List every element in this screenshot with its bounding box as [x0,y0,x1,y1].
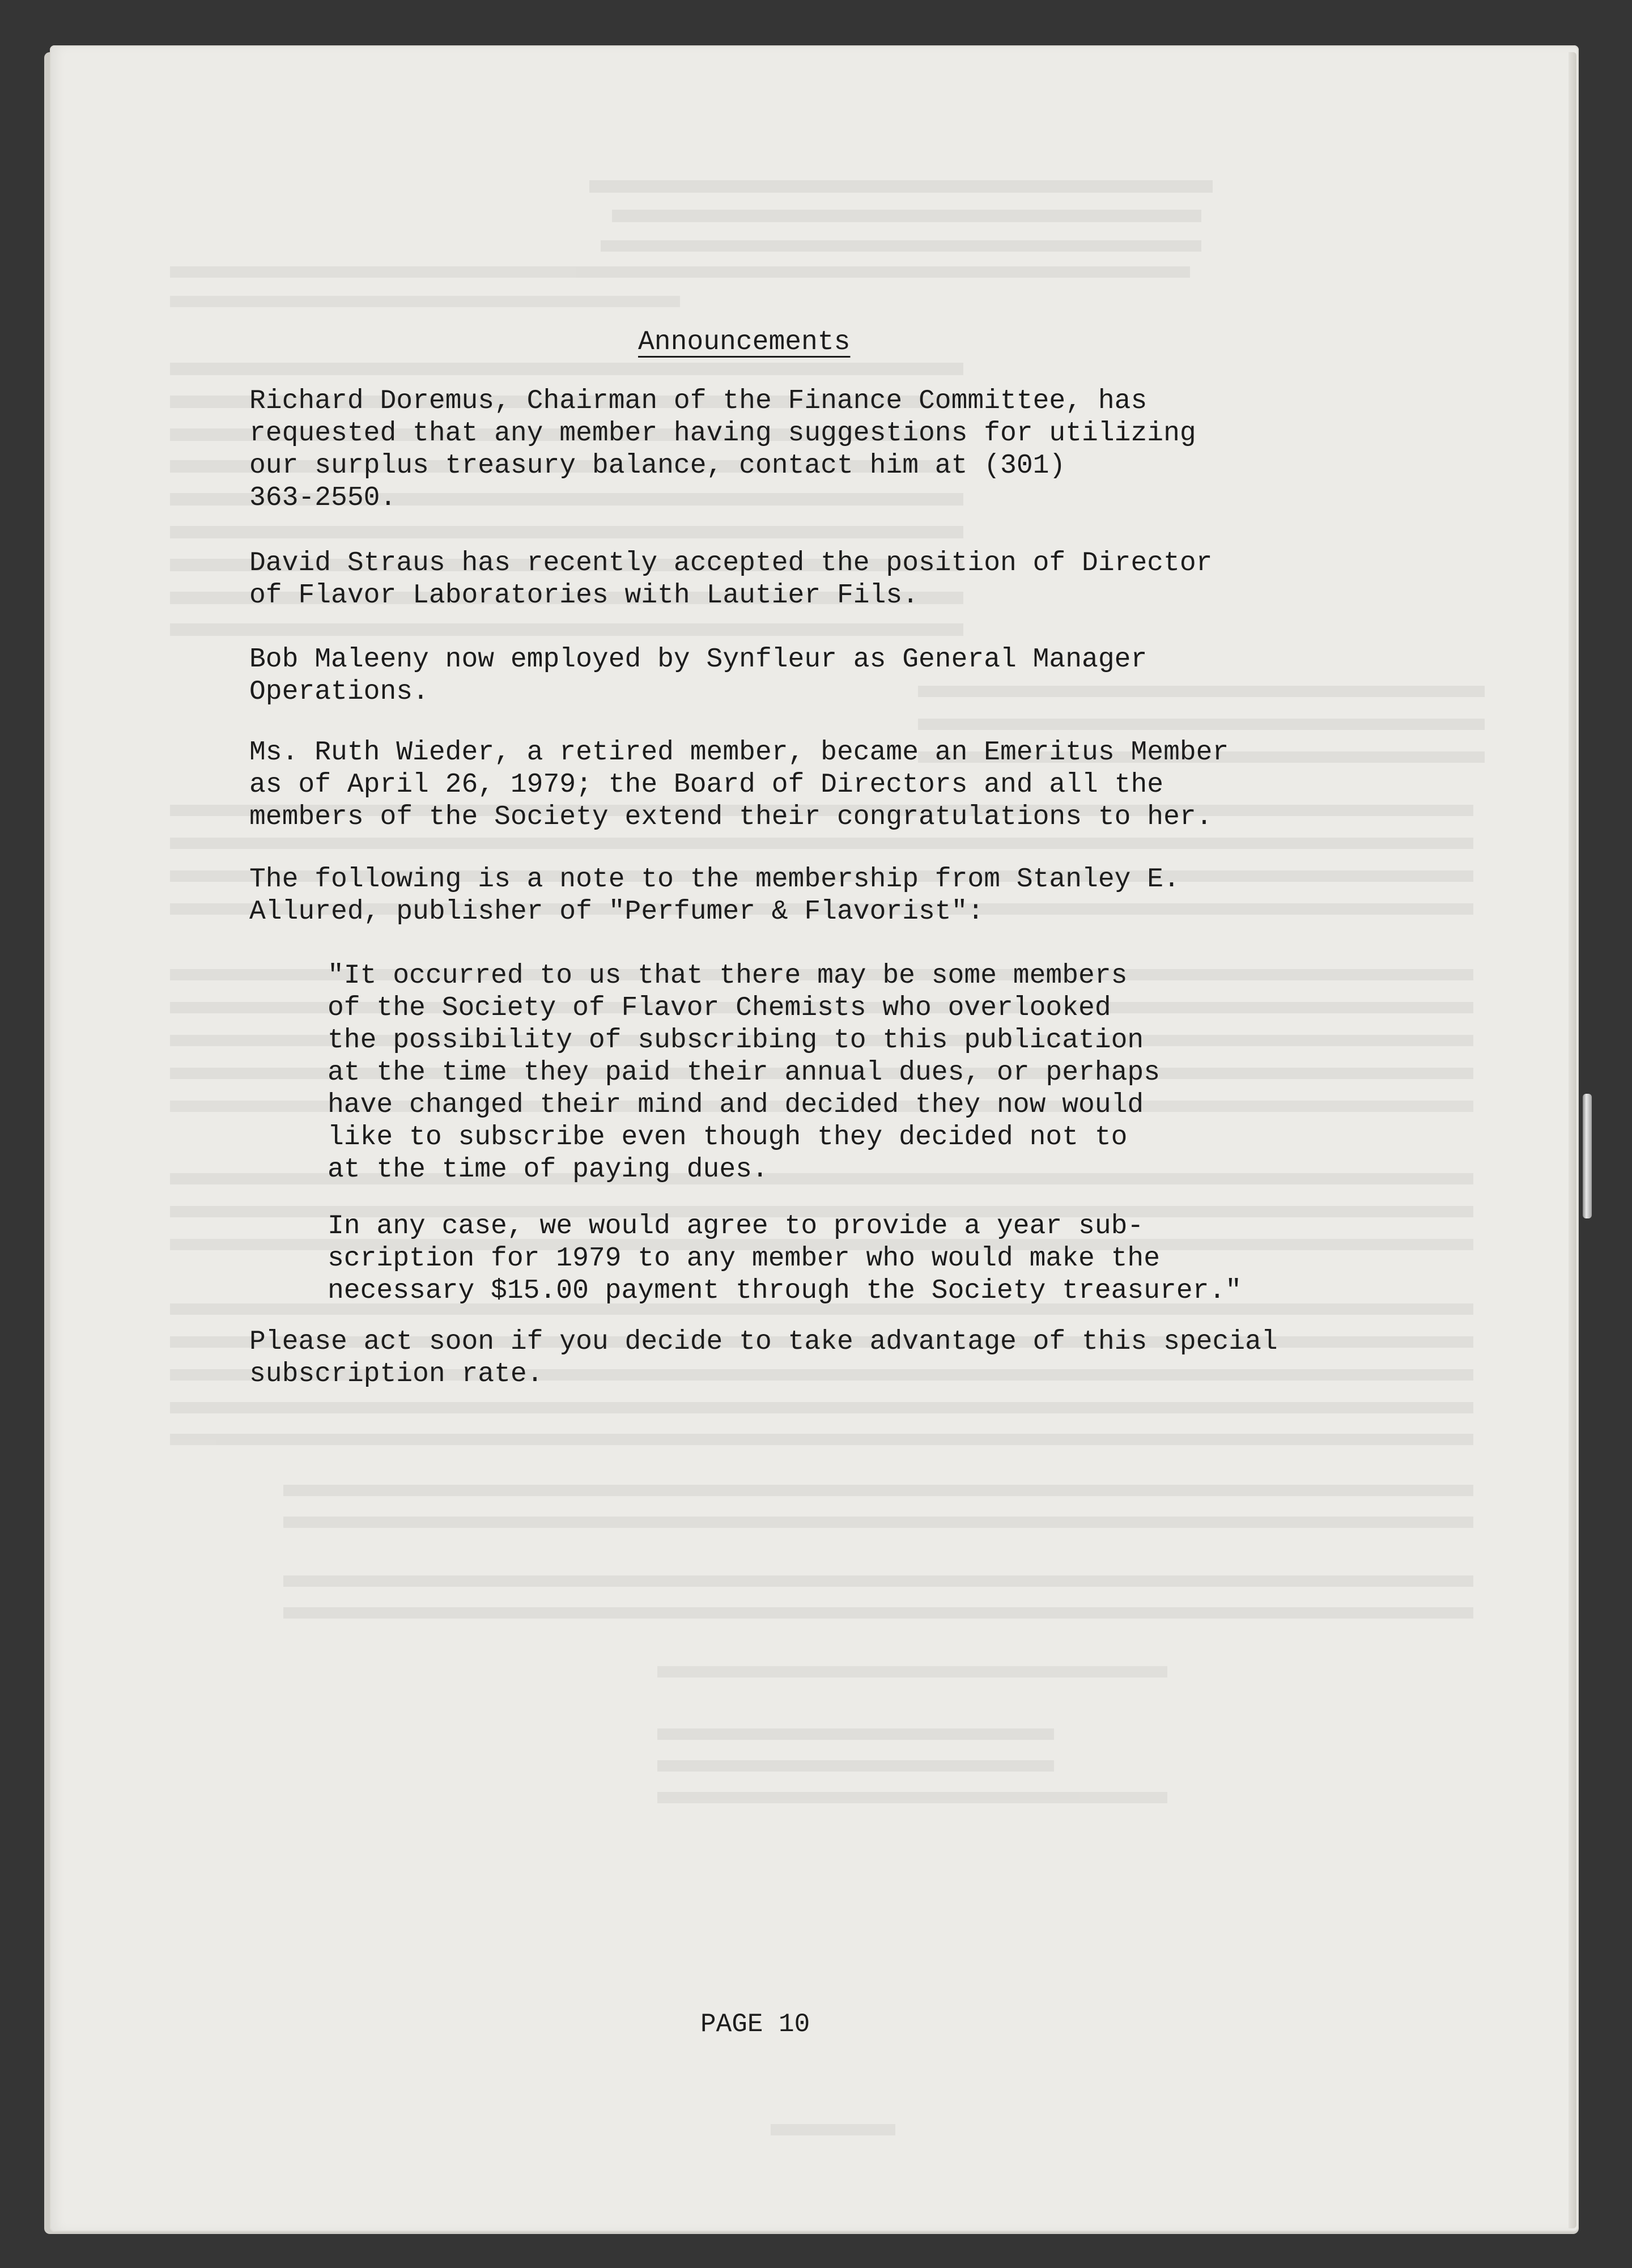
paragraph-finance-committee [249,385,1496,515]
text-line: members of the Society extend their congratulations to her. [249,802,1213,833]
text-line: at the time of paying dues. [328,1154,768,1185]
quote-paragraph-1 [328,960,1461,1186]
paragraph-ruth-wieder [249,737,1496,834]
text-line: like to subscribe even though they decided not to [328,1122,1128,1153]
text-line: The following is a note to the membership from Stanley E. [249,864,1180,895]
paragraph-closing [249,1326,1496,1391]
text-line: Allured, publisher of "Perfumer & Flavorist": [249,897,984,927]
paragraph-david-straus [249,547,1496,612]
text-line: "It occurred to us that there may be some members [328,961,1128,991]
page-number: PAGE 10 [700,2010,810,2039]
paragraph-bob-maleeny [249,644,1496,708]
quote-paragraph-2 [328,1211,1461,1307]
text-line: scription for 1979 to any member who would make the [328,1243,1161,1274]
text-line: Ms. Ruth Wieder, a retired member, became an Emeritus Member [249,737,1229,768]
text-line: Please act soon if you decide to take advantage of this special [249,1327,1278,1357]
text-line: as of April 26, 1979; the Board of Directors and all the [249,770,1164,800]
announcements-heading: Announcements [638,327,851,358]
text-line: have changed their mind and decided they now would [328,1090,1144,1120]
text-line: the possibility of subscribing to this publication [328,1025,1144,1056]
text-line: 363-2550. [249,483,397,513]
text-line: In any case, we would agree to provide a year sub- [328,1211,1144,1242]
text-line: of Flavor Laboratories with Lautier Fils. [249,580,919,611]
text-line: of the Society of Flavor Chemists who overlooked [328,993,1111,1023]
text-line: Operations. [249,677,429,707]
text-line: necessary $15.00 payment through the Society treasurer." [328,1276,1242,1306]
text-line: David Straus has recently accepted the position of Director [249,548,1213,579]
text-line: subscription rate. [249,1359,543,1390]
paragraph-allured-note-intro [249,864,1496,928]
text-line: requested that any member having suggestions for utilizing [249,418,1196,449]
text-line: Bob Maleeny now employed by Synfleur as General Manager [249,644,1148,675]
text-line: Richard Doremus, Chairman of the Finance Committee, has [249,386,1148,417]
text-line: our surplus treasury balance, contact him at (301) [249,451,1066,481]
text-line: at the time they paid their annual dues, or perhaps [328,1057,1161,1088]
